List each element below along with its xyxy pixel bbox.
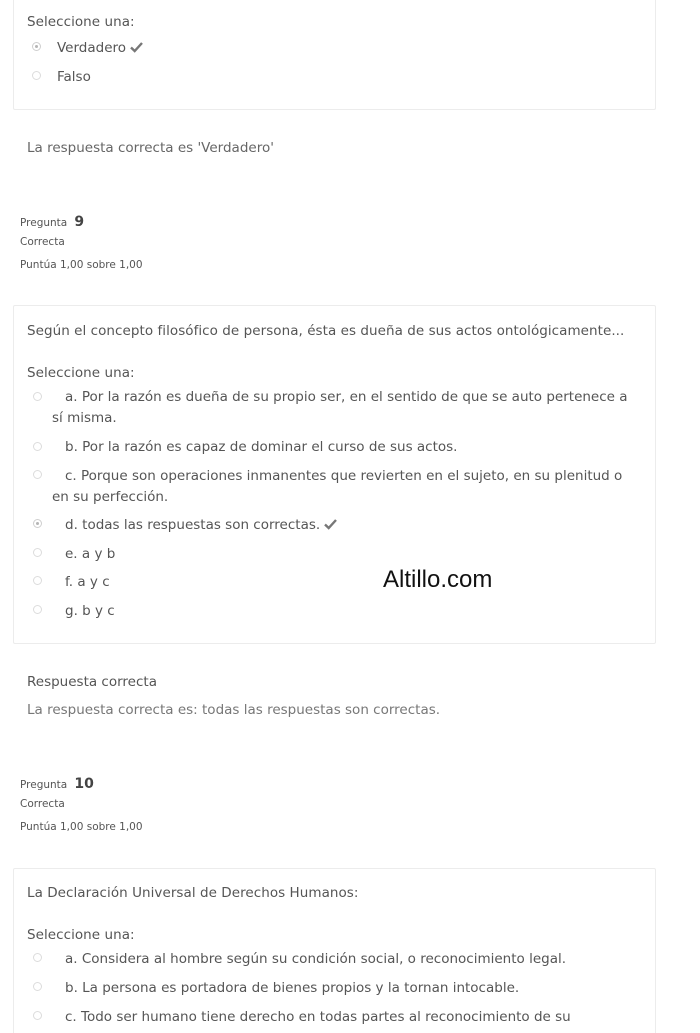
question-grade: Puntúa 1,00 sobre 1,00 bbox=[20, 259, 143, 271]
option-label: b. Por la razón es capaz de dominar el curso de sus actos. bbox=[65, 439, 458, 455]
question-10-title bbox=[20, 773, 94, 792]
q8-option-falso-radio[interactable] bbox=[32, 71, 41, 80]
q9-option-c[interactable] bbox=[52, 466, 642, 507]
select-one-label: Seleccione una: bbox=[27, 365, 135, 381]
pregunta-label: Pregunta bbox=[20, 779, 68, 791]
q9-option-g[interactable] bbox=[52, 601, 642, 622]
q9-option-a-radio[interactable] bbox=[33, 392, 42, 401]
q9-option-d[interactable] bbox=[52, 515, 642, 536]
option-label: c. Todo ser humano tiene derecho en todas partes al reconocimiento de su bbox=[65, 1009, 571, 1025]
q10-option-a[interactable] bbox=[52, 949, 642, 970]
question-text: La Declaración Universal de Derechos Humanos: bbox=[27, 885, 359, 901]
q9-option-f[interactable] bbox=[52, 572, 642, 593]
option-label: b. La persona es portadora de bienes propios y la tornan intocable. bbox=[65, 980, 520, 996]
q9-option-g-radio[interactable] bbox=[33, 605, 42, 614]
check-icon bbox=[130, 41, 143, 53]
q10-option-b[interactable] bbox=[52, 978, 642, 999]
select-one-label: Seleccione una: bbox=[27, 14, 135, 30]
question-number: 10 bbox=[74, 776, 94, 792]
question-text: Según el concepto filosófico de persona, ésta es dueña de sus actos ontológicamente... bbox=[27, 323, 625, 339]
question-state: Correcta bbox=[20, 236, 65, 248]
q8-option-falso[interactable] bbox=[57, 67, 647, 88]
q10-option-c-radio[interactable] bbox=[33, 1011, 42, 1020]
q10-option-c[interactable] bbox=[52, 1007, 642, 1028]
q9-option-b-radio[interactable] bbox=[33, 442, 42, 451]
option-label: a. Por la razón es dueña de su propio ser, en el sentido de que se auto pertenece a sí misma. bbox=[52, 389, 628, 426]
q10-option-b-radio[interactable] bbox=[33, 982, 42, 991]
option-label: a. Considera al hombre según su condición social, o reconocimiento legal. bbox=[65, 951, 567, 967]
option-label: e. a y b bbox=[65, 546, 116, 562]
option-label: g. b y c bbox=[65, 603, 115, 619]
option-label: d. todas las respuestas son correctas. bbox=[65, 517, 321, 533]
watermark: Altillo.com bbox=[383, 566, 493, 593]
option-label: c. Porque son operaciones inmanentes que revierten en el sujeto, en su plenitud o en su perfección. bbox=[52, 468, 623, 505]
option-label: Verdadero bbox=[57, 40, 127, 56]
q9-option-e[interactable] bbox=[52, 544, 642, 565]
option-label: f. a y c bbox=[65, 574, 110, 590]
right-answer: La respuesta correcta es 'Verdadero' bbox=[27, 140, 274, 156]
q9-option-c-radio[interactable] bbox=[33, 470, 42, 479]
question-9-title bbox=[20, 211, 84, 230]
q8-option-verdadero[interactable] bbox=[57, 38, 647, 59]
q10-option-a-radio[interactable] bbox=[33, 953, 42, 962]
q9-option-f-radio[interactable] bbox=[33, 576, 42, 585]
question-grade: Puntúa 1,00 sobre 1,00 bbox=[20, 821, 143, 833]
check-icon bbox=[324, 518, 337, 530]
q9-option-b[interactable] bbox=[52, 437, 642, 458]
select-one-label: Seleccione una: bbox=[27, 927, 135, 943]
option-label: Falso bbox=[57, 69, 91, 85]
question-number: 9 bbox=[74, 214, 85, 230]
q9-option-e-radio[interactable] bbox=[33, 548, 42, 557]
question-state: Correcta bbox=[20, 798, 65, 810]
q8-option-verdadero-radio[interactable] bbox=[32, 42, 41, 51]
q9-option-a[interactable] bbox=[52, 387, 642, 428]
right-answer: La respuesta correcta es: todas las respuestas son correctas. bbox=[27, 702, 441, 718]
pregunta-label: Pregunta bbox=[20, 217, 68, 229]
feedback-text: Respuesta correcta bbox=[27, 674, 157, 690]
q9-option-d-radio[interactable] bbox=[33, 519, 42, 528]
